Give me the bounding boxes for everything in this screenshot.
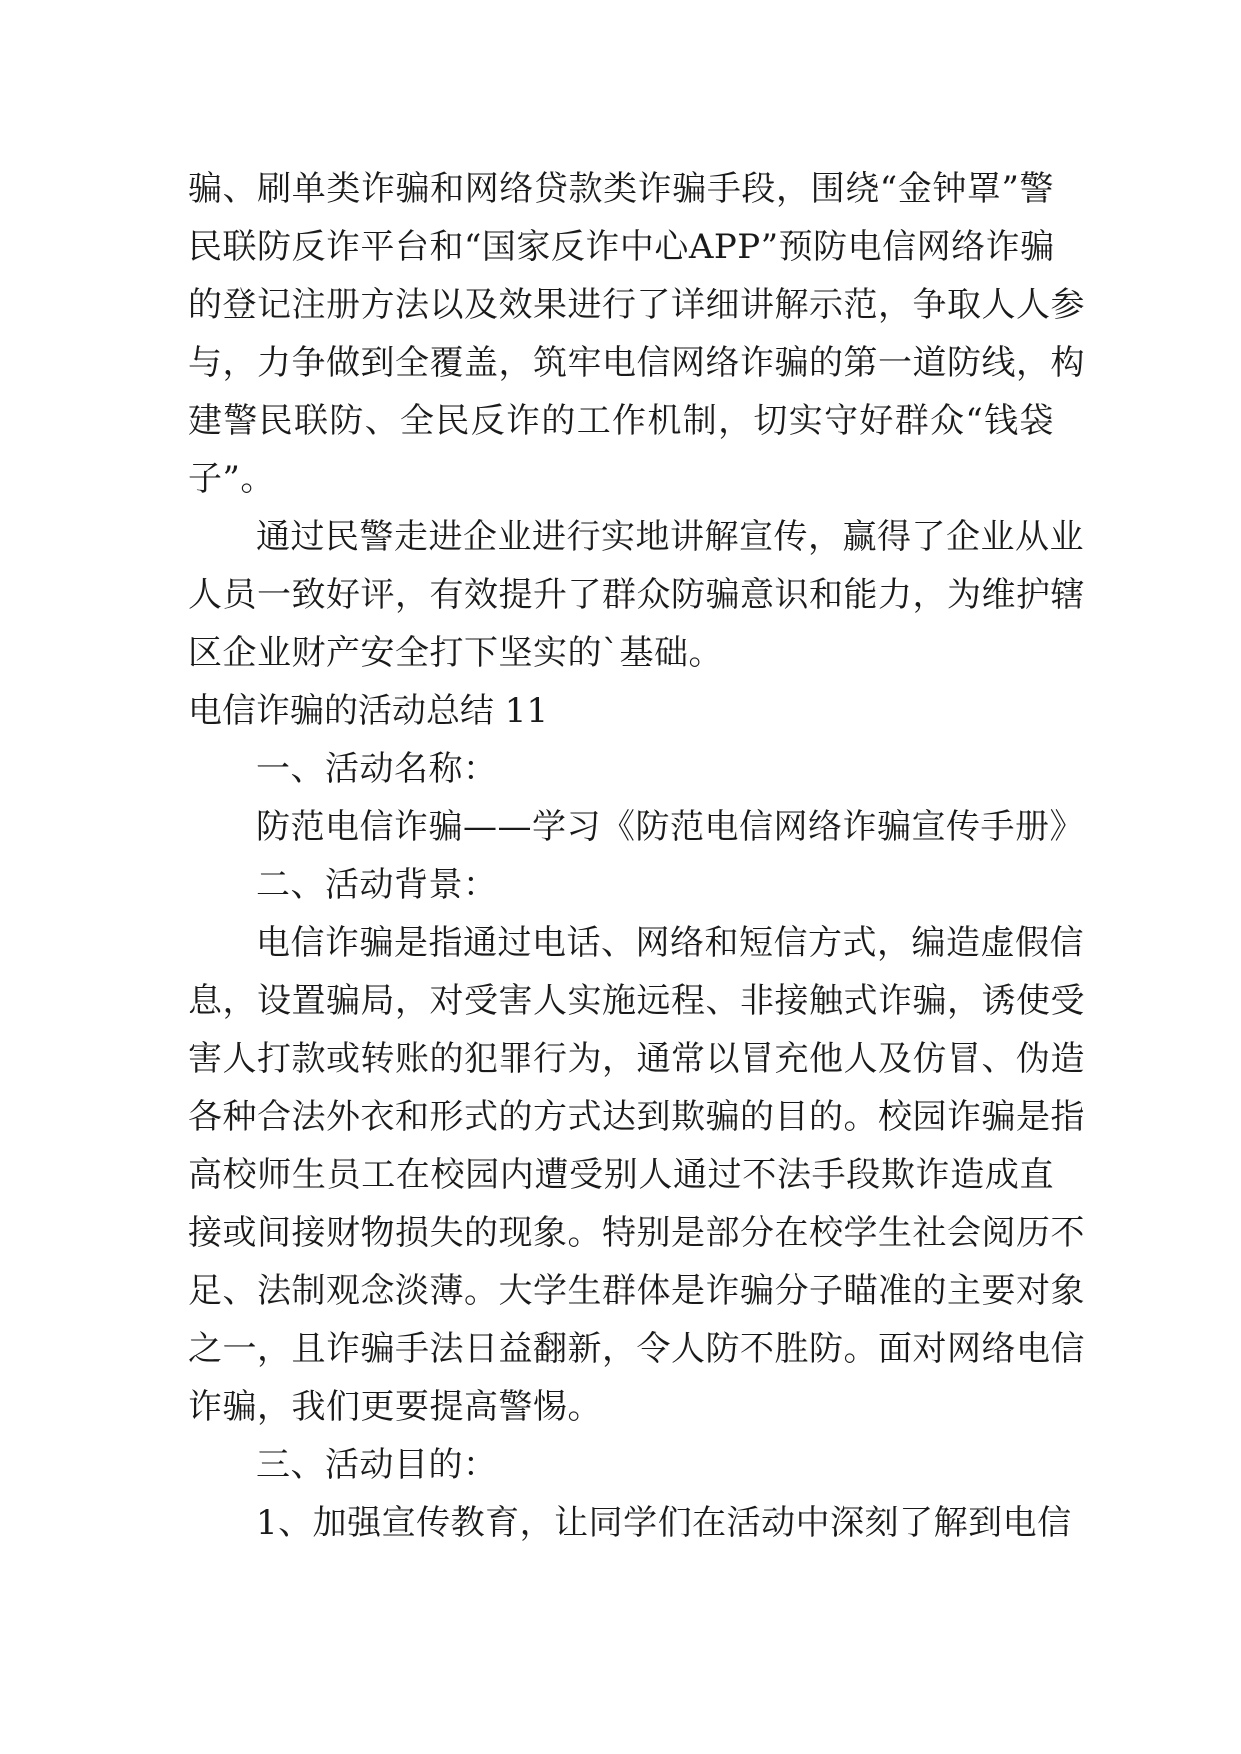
- activity-name-text: 防范电信诈骗——学习《防范电信网络诈骗宣传手册》: [256, 807, 1084, 847]
- text-line: 接或间接财物损失的现象。特别是部分在校学生社会阅历不: [188, 1213, 1085, 1253]
- subheading: 一、活动名称：: [256, 749, 498, 789]
- text-line: 民联防反诈平台和“国家反诈中心APP”预防电信网络诈骗: [188, 227, 1055, 267]
- subheading: 二、活动背景：: [256, 865, 498, 905]
- subheading: 三、活动目的：: [256, 1445, 498, 1485]
- text-line: 害人打款或转账的犯罪行为，通常以冒充他人及仿冒、伪造: [188, 1039, 1085, 1079]
- text-line: 子”。: [188, 459, 275, 499]
- section-title: 电信诈骗的活动总结 11: [188, 691, 549, 731]
- text-line: 人员一致好评，有效提升了群众防骗意识和能力，为维护辖: [188, 575, 1085, 615]
- text-line: 诈骗，我们更要提高警惕。: [188, 1387, 602, 1427]
- text-line: 高校师生员工在校园内遭受别人通过不法手段欺诈造成直: [188, 1155, 1054, 1195]
- text-line: 各种合法外衣和形式的方式达到欺骗的目的。校园诈骗是指: [188, 1097, 1085, 1137]
- text-line: 建警民联防、全民反诈的工作机制，切实守好群众“钱袋: [188, 401, 1054, 441]
- text-line: 之一，且诈骗手法日益翻新，令人防不胜防。面对网络电信: [188, 1329, 1085, 1369]
- text-line: 息，设置骗局，对受害人实施远程、非接触式诈骗，诱使受: [188, 981, 1085, 1021]
- text-line: 骗、刷单类诈骗和网络贷款类诈骗手段，围绕“金钟罩”警: [188, 169, 1054, 209]
- text-line: 足、法制观念淡薄。大学生群体是诈骗分子瞄准的主要对象: [188, 1271, 1085, 1311]
- text-line: 与，力争做到全覆盖，筑牢电信网络诈骗的第一道防线，构: [188, 343, 1085, 383]
- paragraph-first-line: 1、加强宣传教育，让同学们在活动中深刻了解到电信: [256, 1503, 1072, 1543]
- paragraph-first-line: 通过民警走进企业进行实地讲解宣传，赢得了企业从业: [256, 517, 1084, 557]
- text-line: 的登记注册方法以及效果进行了详细讲解示范，争取人人参: [188, 285, 1085, 325]
- text-line: 区企业财产安全打下坚实的`基础。: [188, 633, 723, 673]
- paragraph-first-line: 电信诈骗是指通过电话、网络和短信方式，编造虚假信: [256, 923, 1084, 963]
